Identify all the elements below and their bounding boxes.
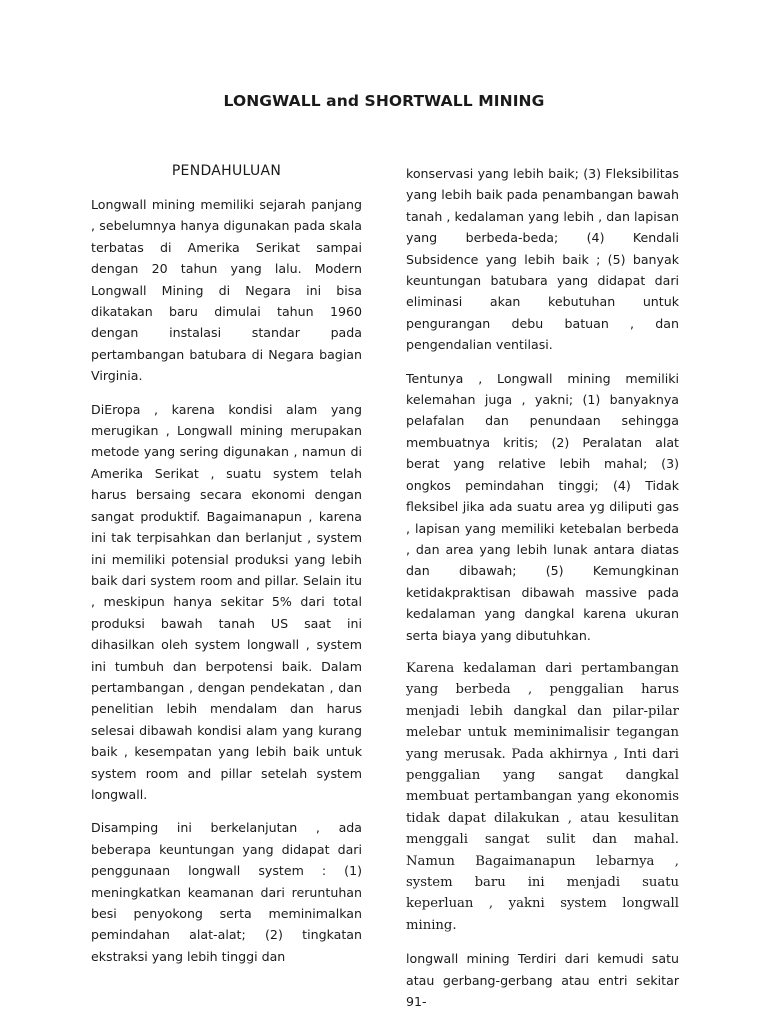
right-column <box>406 163 679 1024</box>
paragraph-history: Longwall mining memiliki sejarah panjang , sebelumnya hanya digunakan pada skala terbatas di Amerika Serikat sampai dengan 20 tahun yang lalu. Modern Longwall Mining di Negara ini bisa dikatakan baru dimulai tahun 1960 dengan instalasi standar pada pertambangan batubara di Negara bagian Virginia. <box>91 197 362 384</box>
document-title: LONGWALL and SHORTWALL MINING <box>223 92 545 110</box>
paragraph-disadvantages: Tentunya , Longwall mining memiliki kelemahan juga , yakni; (1) banyaknya pelafalan dan penundaan sehingga membuatnya kritis; (2) Peralatan alat berat yang relative lebih mahal; (3) ongkos pemindahan tinggi; (4) Tidak fleksibel jika ada suatu area yg diliputi gas , lapisan yang memiliki ketebalan berbeda , dan area yang lebih lunak antara diatas dan dibawah; (5) Kemungkinan ketidakpraktisan dibawah massive pada kedalaman yang dangkal karena ukuran serta biaya yang dibutuhkan. <box>406 370 679 643</box>
paragraph-longwall-entries: longwall mining Terdiri dari kemudi satu atau gerbang-gerbang atau entri sekitar 91- <box>406 951 679 1010</box>
paragraph-depth: Karena kedalaman dari pertambangan yang berbeda , penggalian harus menjadi lebih dangkal dan pilar-pilar melebar untuk meminimalisir tegangan yang merusak. Pada akhirnya , Inti dari penggalian yang sangat dangkal membuat pertambangan yang ekonomis tidak dapat dilakukan , atau kesulitan menggali sangat sulit dan mahal. Namun Bagaimanapun lebarnya , system baru ini menjadi suatu keperluan , yakni system longwall mining. <box>406 660 679 933</box>
paragraph-europe: DiEropa , karena kondisi alam yang merugikan , Longwall mining merupakan metode yang sering digunakan , namun di Amerika Serikat , suatu system telah harus bersaing secara ekonomi dengan sangat produktif. Bagaimanapun , karena ini tak terpisahkan dan berlanjut , system ini memiliki potensial produksi yang lebih baik dari system room and pillar. Selain itu , meskipun hanya sekitar 5% dari total produksi bawah tanah US saat ini dihasilkan oleh system longwall , system ini tumbuh dan berpotensi baik. Dalam pertambangan , dengan pendekatan , dan penelitian lebih mendalam dan harus selesai dibawah kondisi alam yang kurang baik , kesempatan yang lebih baik untuk system room and pillar setelah system longwall. <box>91 401 362 802</box>
paragraph-advantages-cont: konservasi yang lebih baik; (3) Fleksibilitas yang lebih baik pada penambangan bawah tanah , kedalaman yang lebih , dan lapisan yang berbeda-beda; (4) Kendali Subsidence yang lebih baik ; (5) banyak keuntungan batubara yang didapat dari eliminasi akan kebutuhan untuk pengurangan debu batuan , dan pengendalian ventilasi. <box>406 166 679 353</box>
section-heading: PENDAHULUAN <box>171 163 282 179</box>
paragraph-advantages: Disamping ini berkelanjutan , ada beberapa keuntungan yang didapat dari penggunaan longwall system : (1) meningkatkan keamanan dari reruntuhan besi penyokong serta meminimalkan pemindahan alat-alat; (2) tingkatan ekstraksi yang lebih tinggi dan <box>91 820 362 964</box>
left-column <box>91 163 362 979</box>
